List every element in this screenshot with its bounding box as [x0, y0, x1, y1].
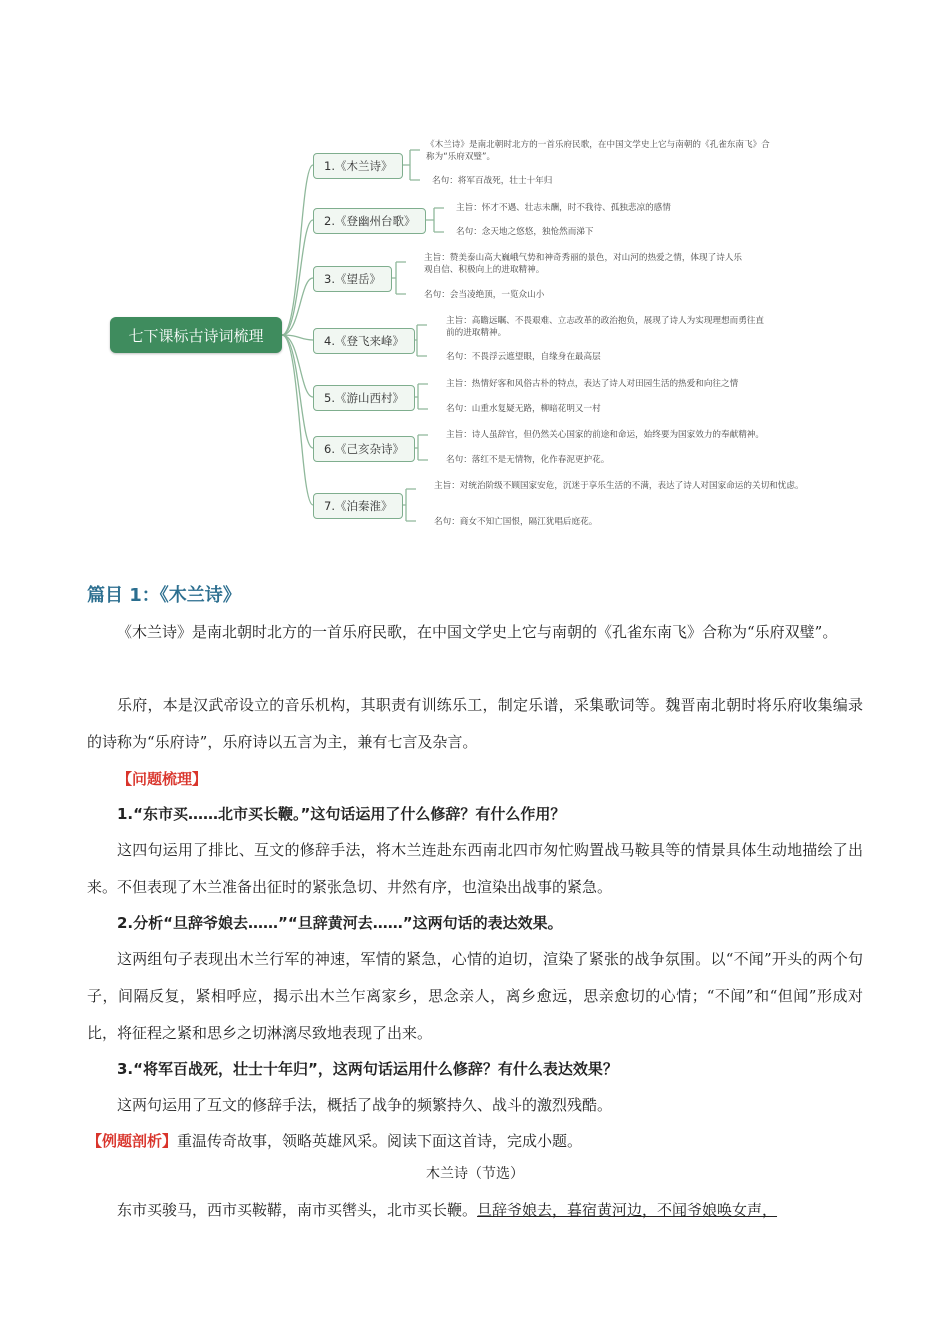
mind-map-connectors — [0, 0, 950, 560]
mind-map — [0, 0, 950, 560]
question-3: 3.“将军百战死，壮士十年归”，这两句话运用什么修辞？有什么表达效果？ — [117, 1060, 618, 1078]
poem-title: 木兰诗（节选） — [426, 1166, 524, 1182]
example-tag: 【例题剖析】 — [87, 1132, 178, 1150]
answer-1: 这四句运用了排比、互文的修辞手法，将木兰连赴东西南北四市匆忙购置战马鞍具等的情景具体生动地描绘了出来。不但表现了木兰准备出征时的紧张急切、井然有序，也渲染出战事的紧急。 — [87, 841, 863, 896]
branch-5-quote: 名句：山重水复疑无路，柳暗花明又一村 — [446, 404, 601, 414]
branch-7-theme: 主旨：对统治阶级不顾国家安危，沉迷于享乐生活的不满，表达了诗人对国家命运的关切和忧虑。 — [434, 481, 804, 491]
branch-4-theme: 主旨：高瞻远瞩、不畏艰难、立志改革的政治抱负，展现了诗人为实现理想而勇往直前的进取精神。 — [446, 316, 764, 338]
branch-5-theme: 主旨：热情好客和风俗古朴的特点，表达了诗人对田园生活的热爱和向往之情 — [446, 379, 739, 389]
example-text: 重温传奇故事，领略英雄风采。阅读下面这首诗，完成小题。 — [177, 1132, 583, 1150]
answer-3: 这两句运用了互文的修辞手法，概括了战争的频繁持久、战斗的激烈残酷。 — [117, 1096, 613, 1114]
branch-2-theme: 主旨：怀才不遇、壮志未酬，时不我待、孤独悲凉的感情 — [456, 203, 671, 213]
question-1: 1.“东市买……北市买长鞭。”这句话运用了什么修辞？有什么作用？ — [117, 805, 566, 823]
branch-jihaizashi: 6.《己亥杂诗》 — [313, 436, 415, 462]
branch-6-theme: 主旨：诗人虽辞官，但仍然关心国家的前途和命运，始终要为国家效力的奉献精神。 — [446, 430, 764, 440]
poem-line — [117, 1199, 877, 1220]
branch-7-quote: 名句：商女不知亡国恨，隔江犹唱后庭花。 — [434, 517, 598, 527]
poem-line-b: 旦辞爷娘去，暮宿黄河边，不闻爷娘唤女声， — [477, 1201, 778, 1219]
issues-tag: 【问题梳理】 — [117, 770, 208, 788]
branch-dengfeilaifeng: 4.《登飞来峰》 — [313, 328, 415, 354]
branch-wangyue: 3.《望岳》 — [313, 266, 392, 292]
branch-1-quote: 名句：将军百战死，壮士十年归 — [432, 176, 553, 186]
branch-3-quote: 名句：会当凌绝顶，一览众山小 — [424, 290, 545, 300]
branch-3-theme: 主旨：赞美泰山高大巍峨气势和神奇秀丽的景色，对山河的热爱之情，体现了诗人乐观自信、积极向上的进取精神。 — [424, 253, 742, 275]
branch-4-quote: 名句：不畏浮云遮望眼，自缘身在最高层 — [446, 352, 601, 362]
example-line — [87, 1130, 582, 1151]
branch-dengyouzhoutaige: 2.《登幽州台歌》 — [313, 208, 426, 234]
mind-map-root: 七下课标古诗词梳理 — [110, 317, 282, 353]
yuefu-paragraph: 乐府，本是汉武帝设立的音乐机构，其职责有训练乐工，制定乐谱，采集歌词等。魏晋南北朝时将乐府收集编录的诗称为“乐府诗”，乐府诗以五言为主，兼有七言及杂言。 — [87, 696, 863, 751]
answer-2: 这两组句子表现出木兰行军的神速，军情的紧急，心情的迫切，渲染了紧张的战争氛围。以“不闻”开头的两个句子，间隔反复，紧相呼应，揭示出木兰乍离家乡，思念亲人，离乡愈远，思亲愈切的心情；“不闻”和“但闻”形成对比，将征程之紧和思乡之切淋漓尽致地表现了出来。 — [87, 950, 863, 1042]
branch-mulanshi: 1.《木兰诗》 — [313, 153, 403, 179]
intro-paragraph: 《木兰诗》是南北朝时北方的一首乐府民歌，在中国文学史上它与南朝的《孔雀东南飞》合称为“乐府双璧”。 — [117, 623, 838, 641]
branch-6-quote: 名句：落红不是无情物，化作春泥更护花。 — [446, 455, 610, 465]
branch-2-quote: 名句：念天地之悠悠，独怆然而涕下 — [456, 227, 594, 237]
poem-line-a: 东市买骏马，西市买鞍鞯，南市买辔头，北市买长鞭。 — [117, 1201, 478, 1219]
branch-youshanxicun: 5.《游山西村》 — [313, 385, 415, 411]
section-title: 篇目 1：《木兰诗》 — [87, 585, 241, 606]
branch-boqinhuai: 7.《泊秦淮》 — [313, 493, 403, 519]
question-2: 2.分析“旦辞爷娘去……”“旦辞黄河去……”这两句话的表达效果。 — [117, 914, 563, 932]
branch-1-summary: 《木兰诗》是南北朝时北方的一首乐府民歌，在中国文学史上它与南朝的《孔雀东南飞》合称为“乐府双璧”。 — [426, 140, 770, 162]
